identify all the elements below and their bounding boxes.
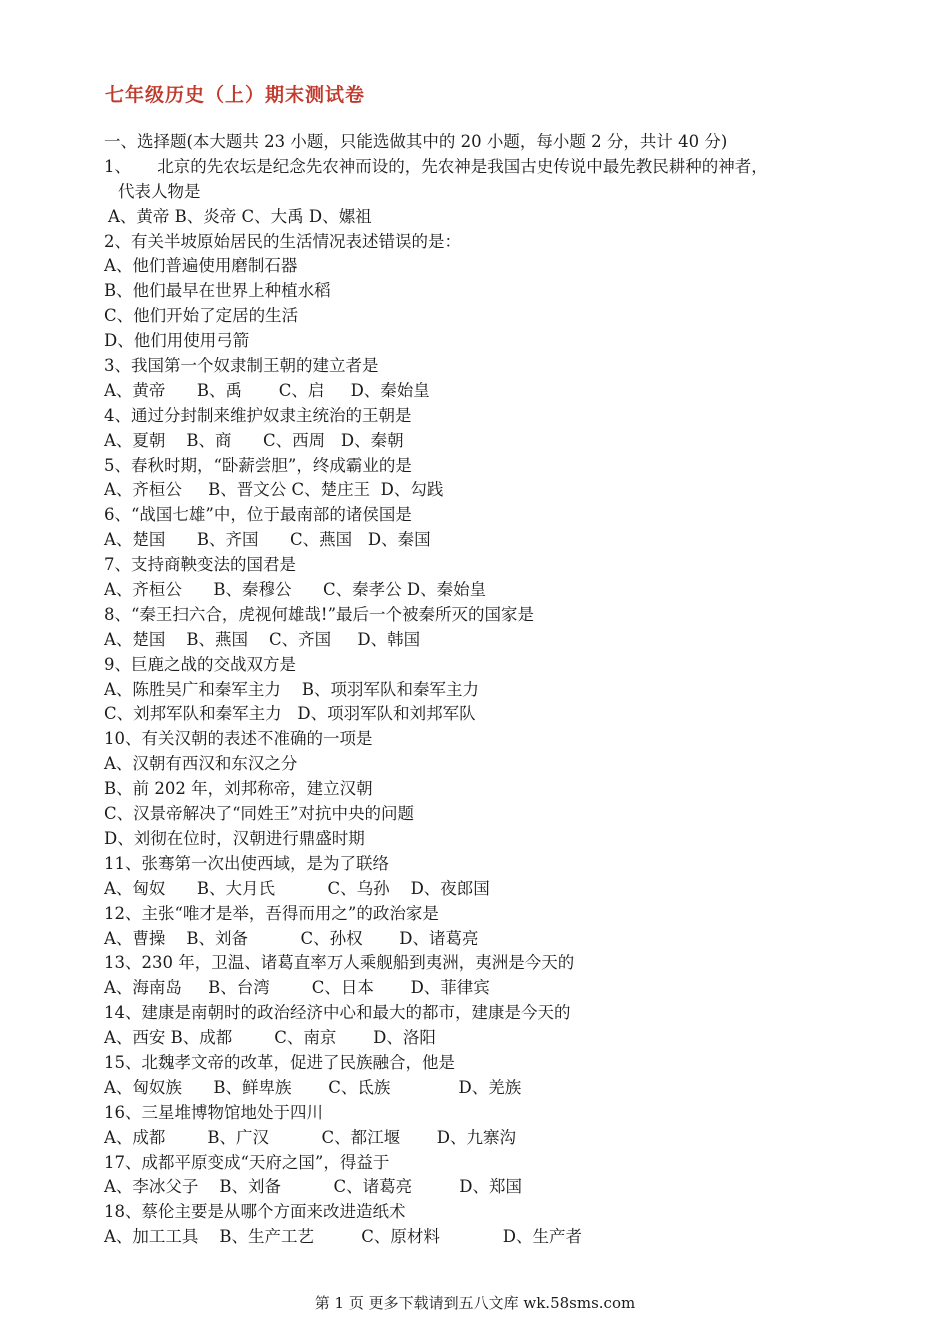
option-line: A、加工工具 B、生产工艺 C、原材料 D、生产者: [104, 1227, 583, 1247]
option-line: D、刘彻在位时，汉朝进行鼎盛时期: [104, 828, 365, 848]
question-line: 13、230 年，卫温、诸葛直率万人乘舰船到夷洲，夷洲是今天的: [104, 953, 575, 973]
question-line: 8、“秦王扫六合，虎视何雄哉!”最后一个被秦所灭的国家是: [104, 604, 534, 624]
question-line: 11、张骞第一次出使西域，是为了联络: [104, 853, 389, 873]
option-line: C、汉景帝解决了“同姓王”对抗中央的问题: [104, 804, 414, 824]
option-line: A、他们普遍使用磨制石器: [104, 256, 298, 276]
page-title: 七年级历史（上）期末测试卷: [105, 84, 366, 106]
question-line: 6、“战国七雄”中，位于最南部的诸侯国是: [104, 505, 412, 525]
option-line: A、成都 B、广汉 C、都江堰 D、九寨沟: [104, 1127, 517, 1147]
question-line: 16、三星堆博物馆地处于四川: [104, 1102, 323, 1122]
question-line: 7、支持商鞅变法的国君是: [104, 555, 296, 575]
option-line: A、匈奴 B、大月氏 C、乌孙 D、夜郎国: [104, 878, 490, 898]
question-line: 9、巨鹿之战的交战双方是: [104, 654, 296, 674]
question-line: 1、 北京的先农坛是纪念先农神而设的，先农神是我国古史传说中最先教民耕种的神者，: [104, 156, 768, 176]
question-line: 17、成都平原变成“天府之国”，得益于: [104, 1152, 390, 1172]
option-line: A、汉朝有西汉和东汉之分: [104, 754, 298, 774]
option-line: A、李冰父子 B、刘备 C、诸葛亮 D、郑国: [104, 1177, 523, 1197]
option-line: A、海南岛 B、台湾 C、日本 D、菲律宾: [104, 978, 490, 998]
option-line: A、西安 B、成都 C、南京 D、洛阳: [104, 1028, 436, 1048]
option-line: A、齐桓公 B、晋文公 C、楚庄王 D、勾践: [104, 480, 444, 500]
question-line: 5、春秋时期，“卧薪尝胆”，终成霸业的是: [104, 455, 412, 475]
question-line: 12、主张“唯才是举，吾得而用之”的政治家是: [104, 903, 439, 923]
page-footer: 第 1 页 更多下载请到五八文库 wk.58sms.com: [314, 1294, 636, 1312]
question-line: 3、我国第一个奴隶制王朝的建立者是: [104, 356, 379, 376]
question-line: 18、蔡伦主要是从哪个方面来改进造纸术: [104, 1202, 406, 1222]
question-line: 4、通过分封制来维护奴隶主统治的王朝是: [104, 405, 412, 425]
option-line: A、曹操 B、刘备 C、孙权 D、诸葛亮: [104, 928, 479, 948]
option-line: A、匈奴族 B、鲜卑族 C、氐族 D、羌族: [104, 1077, 522, 1097]
option-line: C、刘邦军队和秦军主力 D、项羽军队和刘邦军队: [104, 704, 476, 724]
option-line: C、他们开始了定居的生活: [104, 306, 299, 326]
option-line: A、楚国 B、齐国 C、燕国 D、秦国: [104, 530, 431, 550]
question-line: 代表人物是: [118, 181, 201, 201]
option-line: A、陈胜吴广和秦军主力 B、项羽军队和秦军主力: [104, 679, 480, 699]
option-line: A、黄帝 B、禹 C、启 D、秦始皇: [104, 380, 430, 400]
question-line: 10、有关汉朝的表述不准确的一项是: [104, 729, 373, 749]
option-line: D、他们用使用弓箭: [104, 331, 250, 351]
question-list: [104, 130, 884, 1250]
option-line: B、他们最早在世界上种植水稻: [104, 281, 331, 301]
question-line: 14、建康是南朝时的政治经济中心和最大的都市，建康是今天的: [104, 1003, 571, 1023]
option-line: A、楚国 B、燕国 C、齐国 D、韩国: [104, 629, 421, 649]
question-line: 15、北魏孝文帝的改革，促进了民族融合，他是: [104, 1052, 455, 1072]
question-line: 2、有关半坡原始居民的生活情况表述错误的是：: [104, 231, 461, 251]
section-header: 一、选择题(本大题共 23 小题，只能选做其中的 20 小题，每小题 2 分，共计 40 分): [104, 132, 728, 151]
option-line: A、夏朝 B、商 C、西周 D、秦朝: [104, 430, 404, 450]
option-line: A、齐桓公 B、秦穆公 C、秦孝公 D、秦始皇: [104, 580, 487, 600]
option-line: B、前 202 年，刘邦称帝，建立汉朝: [104, 779, 373, 799]
option-line: A、黄帝 B、炎帝 C、大禹 D、嫘祖: [108, 206, 372, 226]
